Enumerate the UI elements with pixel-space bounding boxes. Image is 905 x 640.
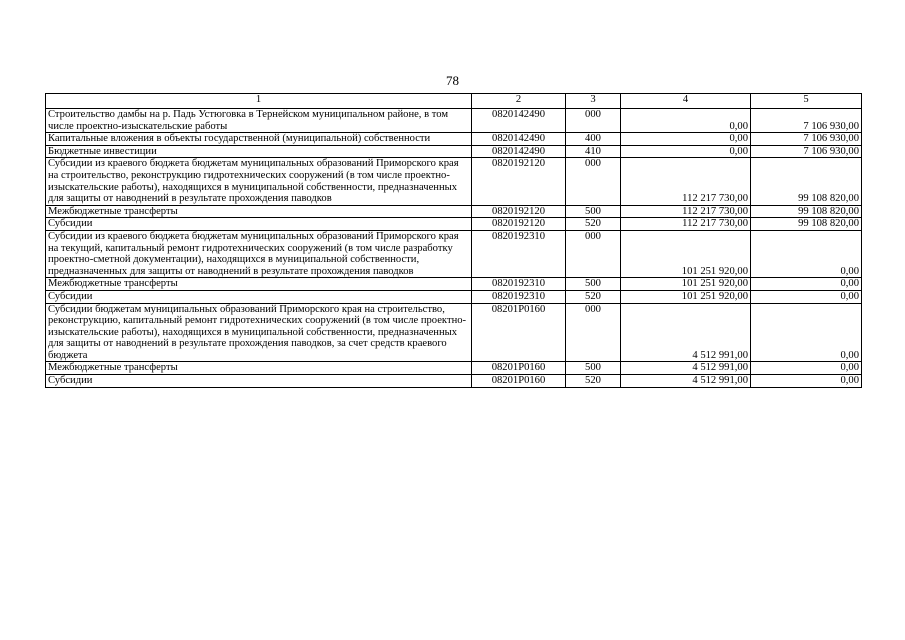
row-kvr: 000 [566,158,621,205]
row-code: 0820192310 [472,230,566,277]
table-row [46,362,862,375]
row-value-4: 4 512 991,00 [621,362,751,375]
row-code: 08201Р0160 [472,375,566,388]
row-code: 08201Р0160 [472,362,566,375]
table-row [46,145,862,158]
row-name: Субсидии [46,375,472,388]
table-row [46,303,862,362]
row-code: 0820192310 [472,290,566,303]
row-code: 0820142490 [472,145,566,158]
row-value-5: 0,00 [751,290,862,303]
column-header-2: 2 [472,94,566,109]
table-row [46,290,862,303]
row-value-4: 101 251 920,00 [621,290,751,303]
row-value-5: 7 106 930,00 [751,133,862,146]
row-name: Субсидии [46,218,472,231]
column-header-1: 1 [46,94,472,109]
row-value-5: 7 106 930,00 [751,145,862,158]
table-row [46,109,862,133]
row-value-5: 7 106 930,00 [751,109,862,133]
row-value-5: 0,00 [751,362,862,375]
row-value-4: 0,00 [621,133,751,146]
table-header-row [46,94,862,109]
row-value-4: 112 217 730,00 [621,158,751,205]
row-code: 0820192310 [472,278,566,291]
row-value-4: 101 251 920,00 [621,278,751,291]
table-row [46,205,862,218]
row-name: Субсидии [46,290,472,303]
row-kvr: 000 [566,109,621,133]
row-name: Капитальные вложения в объекты государственной (муниципальной) собственности [46,133,472,146]
row-value-5: 0,00 [751,230,862,277]
row-value-5: 99 108 820,00 [751,205,862,218]
row-kvr: 520 [566,290,621,303]
row-value-5: 0,00 [751,278,862,291]
row-name: Субсидии из краевого бюджета бюджетам муниципальных образований Приморского края на строительство, реконструкцию гидротехнических сооружений (в том числе проектно-изыскательские работы), находящихся в муниципальной собственности, предназначенных для защиты от наводнений в результате прохождения паводков [46,158,472,205]
row-value-5: 99 108 820,00 [751,218,862,231]
row-code: 0820192120 [472,218,566,231]
row-value-4: 112 217 730,00 [621,205,751,218]
table-row [46,278,862,291]
row-value-4: 101 251 920,00 [621,230,751,277]
row-value-4: 0,00 [621,145,751,158]
row-kvr: 520 [566,218,621,231]
table-row [46,158,862,205]
column-header-3: 3 [566,94,621,109]
column-header-4: 4 [621,94,751,109]
row-code: 0820142490 [472,133,566,146]
table-row [46,218,862,231]
row-kvr: 400 [566,133,621,146]
row-kvr: 500 [566,278,621,291]
row-value-4: 4 512 991,00 [621,303,751,362]
row-kvr: 520 [566,375,621,388]
row-name: Межбюджетные трансферты [46,362,472,375]
row-value-4: 0,00 [621,109,751,133]
row-name: Бюджетные инвестиции [46,145,472,158]
budget-table [45,93,862,388]
row-value-5: 0,00 [751,375,862,388]
table-row [46,133,862,146]
row-kvr: 500 [566,205,621,218]
row-name: Межбюджетные трансферты [46,278,472,291]
table-row [46,230,862,277]
column-header-5: 5 [751,94,862,109]
row-code: 0820192120 [472,205,566,218]
row-value-5: 0,00 [751,303,862,362]
page-number: 78 [446,73,459,88]
row-kvr: 000 [566,230,621,277]
row-value-5: 99 108 820,00 [751,158,862,205]
row-name: Строительство дамбы на р. Падь Устюговка в Тернейском муниципальном районе, в том числе проектно-изыскательские работы [46,109,472,133]
row-value-4: 4 512 991,00 [621,375,751,388]
row-name: Субсидии бюджетам муниципальных образований Приморского края на строительство, реконструкцию, капитальный ремонт гидротехнических сооружений (в том числе проектно-изыскательские работы), находящихся в муниципальной собственности, предназначенных для защиты от наводнений в результате прохождения паводков, за счет средств краевого бюджета [46,303,472,362]
table-row [46,375,862,388]
row-code: 08201Р0160 [472,303,566,362]
row-code: 0820192120 [472,158,566,205]
row-value-4: 112 217 730,00 [621,218,751,231]
row-kvr: 500 [566,362,621,375]
row-name: Субсидии из краевого бюджета бюджетам муниципальных образований Приморского края на текущий, капитальный ремонт гидротехнических сооружений (в том числе разработку проектно-сметной документации), находящихся в муниципальной собственности, предназначенных для защиты от наводнений в результате прохождения паводков [46,230,472,277]
row-kvr: 410 [566,145,621,158]
row-name: Межбюджетные трансферты [46,205,472,218]
row-kvr: 000 [566,303,621,362]
row-code: 0820142490 [472,109,566,133]
